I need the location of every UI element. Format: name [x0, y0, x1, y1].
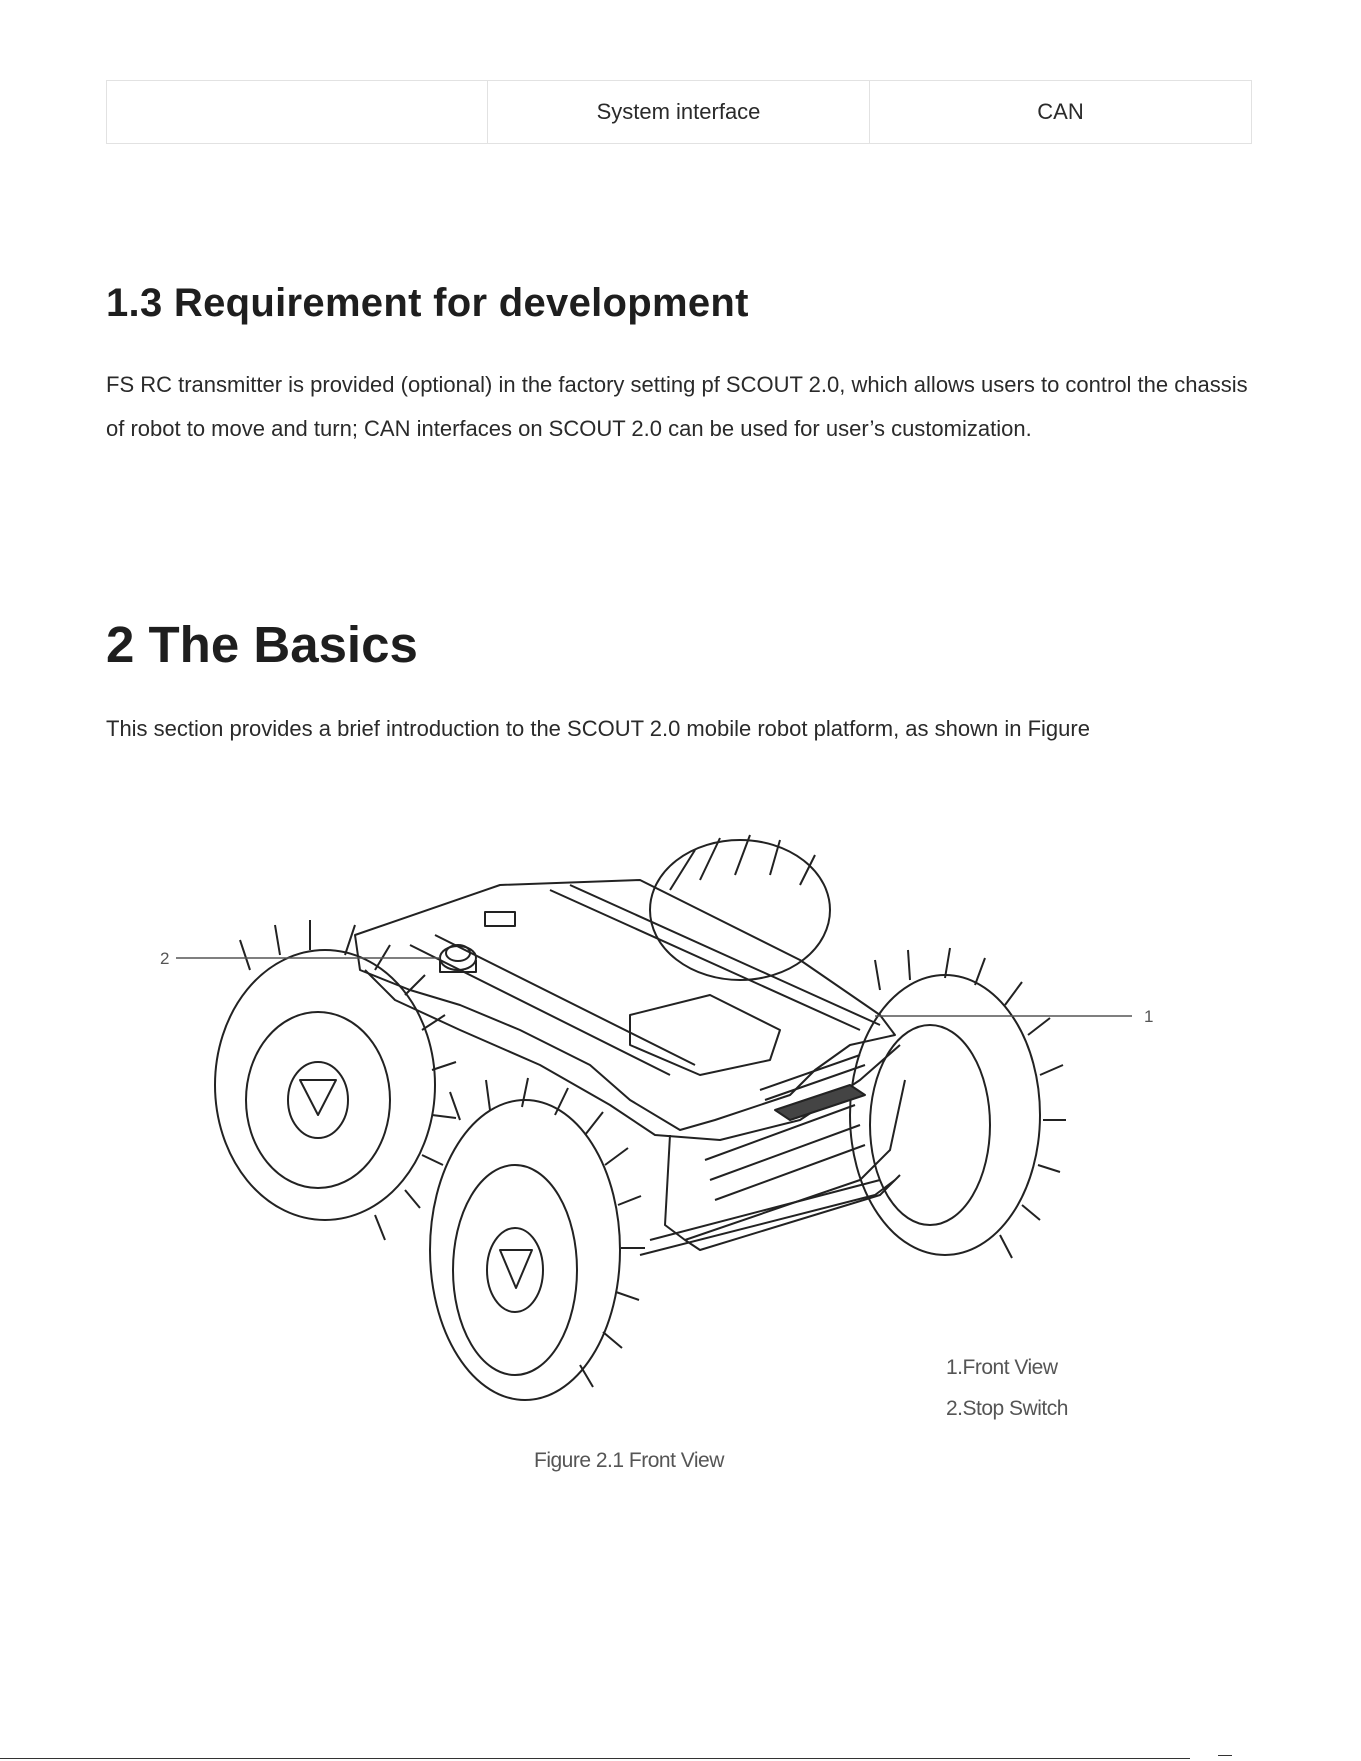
- rear-left-wheel: [215, 920, 456, 1240]
- callout-lines: [176, 958, 1132, 1016]
- footer-rule: [0, 1758, 1190, 1759]
- chapter-intro-paragraph: This section provides a brief introduction to the SCOUT 2.0 mobile robot platform, as shown in Figure: [106, 716, 1090, 741]
- front-right-wheel: [850, 948, 1066, 1258]
- figure-caption: Figure 2.1 Front View: [534, 1449, 724, 1472]
- figure-legend-item: 1.Front View: [946, 1356, 1058, 1379]
- spec-table: [106, 80, 1252, 144]
- callout-label-2: 2: [160, 949, 170, 968]
- table-row: [107, 81, 1252, 144]
- table-cell-item: System interface: [488, 81, 870, 144]
- figure-legend-item: 2.Stop Switch: [946, 1397, 1068, 1420]
- table-cell-group: [107, 81, 488, 144]
- section-heading: 1.3 Requirement for development: [106, 281, 749, 325]
- chapter-heading: 2 The Basics: [106, 616, 418, 673]
- section-paragraph: FS RC transmitter is provided (optional) in the factory setting pf SCOUT 2.0, which allows users to control the chassis of robot to move and turn; CAN interfaces on SCOUT 2.0 can be used for user’s customization.: [106, 372, 1248, 441]
- front-left-wheel: [430, 1078, 645, 1400]
- rear-right-wheel: [650, 835, 830, 980]
- footer-mark: [1218, 1755, 1232, 1756]
- callout-label-1: 1: [1144, 1007, 1154, 1026]
- table-cell-value: CAN: [870, 81, 1252, 144]
- robot-front-view-illustration: [160, 830, 1160, 1410]
